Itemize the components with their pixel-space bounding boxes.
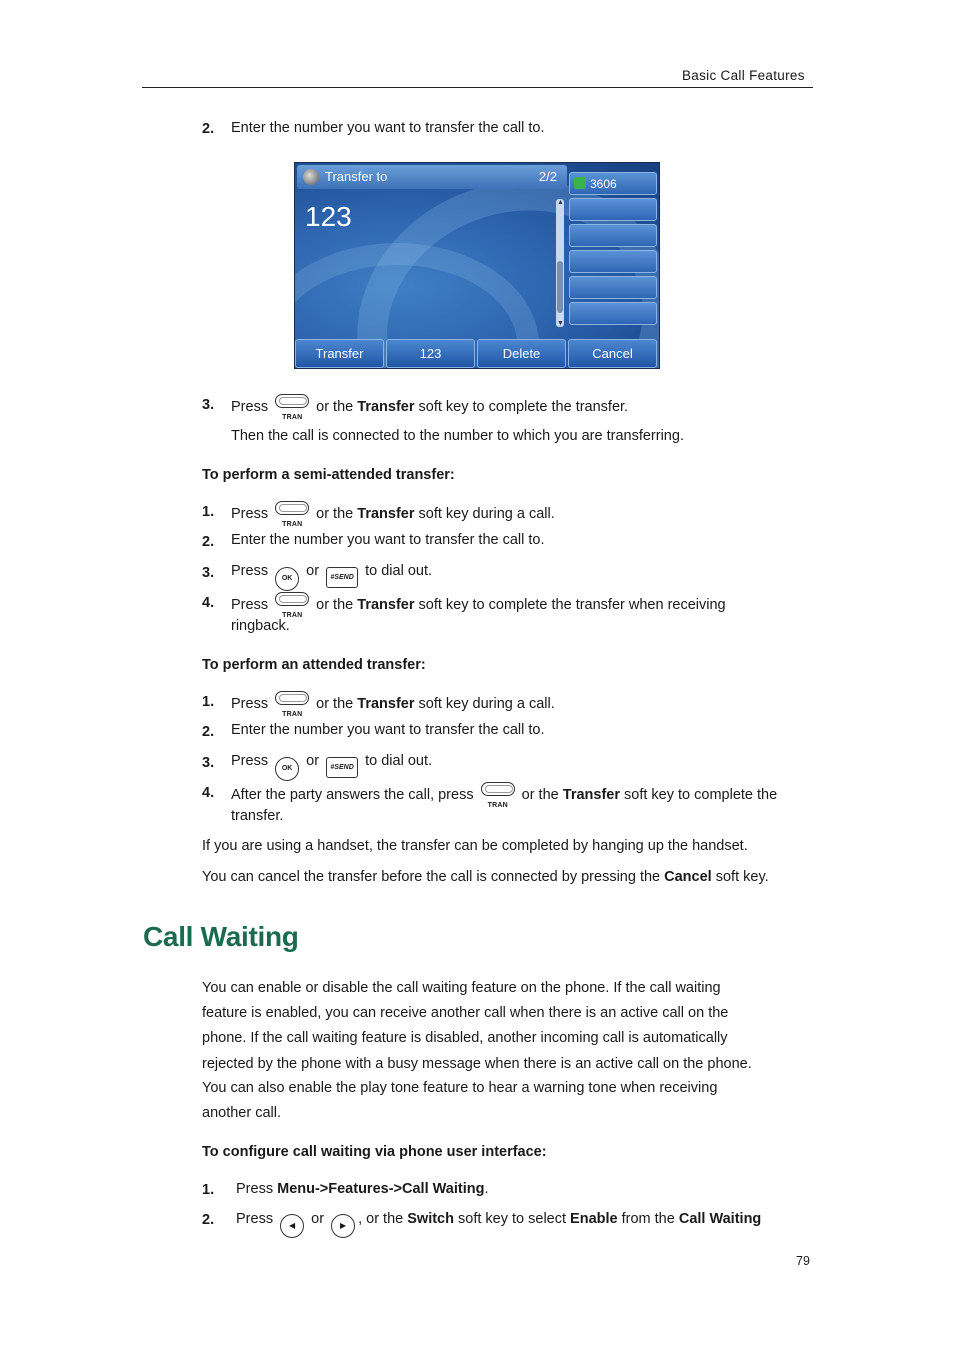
step-text: Press ◀ or ▶ , or the Switch soft key to select Enable from the Call Waiting bbox=[236, 1210, 761, 1238]
step-text: Enter the number you want to transfer the call to. bbox=[231, 120, 545, 136]
line-key-1 bbox=[569, 172, 657, 195]
tran-key-icon: TRAN bbox=[480, 782, 516, 808]
step-text: Then the call is connected to the number to which you are transferring. bbox=[231, 428, 684, 444]
tran-key-icon: TRAN bbox=[274, 691, 310, 717]
line-key-4 bbox=[569, 250, 657, 273]
step-text: Press OK or #SEND to dial out. bbox=[231, 752, 432, 781]
send-key-icon: #SEND bbox=[326, 567, 358, 588]
line-key-3 bbox=[569, 224, 657, 247]
line-key-5 bbox=[569, 276, 657, 299]
line-key-2 bbox=[569, 198, 657, 221]
phone-icon bbox=[574, 177, 586, 189]
softkey-name: Transfer bbox=[357, 399, 415, 415]
step-text: Enter the number you want to transfer the call to. bbox=[231, 532, 545, 548]
step-text-cont: transfer. bbox=[231, 808, 284, 824]
line-key-ext: 3606 bbox=[590, 177, 617, 191]
step-number: 4. bbox=[202, 785, 215, 801]
softkey-delete: Delete bbox=[477, 339, 566, 368]
tran-key-icon: TRAN bbox=[274, 501, 310, 527]
paragraph-line: rejected by the phone with a busy message when there is an active call on the phone. bbox=[202, 1056, 752, 1072]
softkey-123: 123 bbox=[386, 339, 475, 368]
left-arrow-key-icon: ◀ bbox=[280, 1214, 304, 1238]
softkey-bar bbox=[295, 339, 659, 369]
paragraph-line: phone. If the call waiting feature is disabled, another incoming call is automatically bbox=[202, 1030, 728, 1046]
section-title: Call Waiting bbox=[143, 921, 299, 952]
running-header: Basic Call Features bbox=[682, 68, 805, 83]
step-number: 2. bbox=[202, 724, 215, 740]
step-number: 2. bbox=[202, 534, 215, 550]
step-number: 3. bbox=[202, 755, 215, 771]
procedure-heading: To perform an attended transfer: bbox=[202, 657, 426, 673]
step-number: 3. bbox=[202, 397, 215, 413]
paragraph: If you are using a handset, the transfer can be completed by hanging up the handset. bbox=[202, 838, 748, 854]
step-text: Press Menu->Features->Call Waiting. bbox=[236, 1181, 489, 1197]
step-number: 1. bbox=[202, 1182, 215, 1198]
step-number: 1. bbox=[202, 694, 215, 710]
paragraph-line: You can enable or disable the call waiting feature on the phone. If the call waiting bbox=[202, 980, 721, 996]
phone-screen-figure bbox=[294, 162, 660, 369]
phone-title: Transfer to bbox=[325, 169, 388, 184]
dialed-number: 123 bbox=[305, 201, 352, 232]
phone-title-bar bbox=[297, 165, 567, 189]
procedure-heading: To perform a semi-attended transfer: bbox=[202, 467, 455, 483]
step-text: Press TRAN or the Transfer soft key during a call. bbox=[231, 501, 555, 527]
ok-key-icon: OK bbox=[275, 757, 299, 781]
step-number: 2. bbox=[202, 121, 215, 137]
step-text-cont: ringback. bbox=[231, 618, 290, 634]
step-text: Press OK or #SEND to dial out. bbox=[231, 562, 432, 591]
page-number: 79 bbox=[796, 1254, 810, 1268]
phone-counter: 2/2 bbox=[538, 169, 557, 184]
step-text: Enter the number you want to transfer the call to. bbox=[231, 722, 545, 738]
phone-scrollbar: ▲ ▼ bbox=[557, 199, 564, 327]
send-key-icon: #SEND bbox=[326, 757, 358, 778]
procedure-heading: To configure call waiting via phone user interface: bbox=[202, 1144, 547, 1160]
softkey-cancel: Cancel bbox=[568, 339, 657, 368]
paragraph-line: feature is enabled, you can receive another call when there is an active call on the bbox=[202, 1005, 729, 1021]
header-rule bbox=[142, 87, 813, 88]
transfer-icon bbox=[303, 169, 319, 185]
step-text: Press TRAN or the Transfer soft key to complete the transfer when receiving bbox=[231, 592, 726, 618]
paragraph: You can cancel the transfer before the call is connected by pressing the Cancel soft key. bbox=[202, 869, 769, 885]
paragraph-line: You can also enable the play tone feature to hear a warning tone when receiving bbox=[202, 1080, 718, 1096]
tran-key-icon: TRAN bbox=[274, 592, 310, 618]
ok-key-icon: OK bbox=[275, 567, 299, 591]
step-number: 1. bbox=[202, 504, 215, 520]
right-arrow-key-icon: ▶ bbox=[331, 1214, 355, 1238]
line-key-6 bbox=[569, 302, 657, 325]
step-text: Press TRAN or the Transfer soft key to complete the transfer. bbox=[231, 394, 628, 420]
step-number: 2. bbox=[202, 1212, 215, 1228]
step-number: 4. bbox=[202, 595, 215, 611]
step-number: 3. bbox=[202, 565, 215, 581]
paragraph-line: another call. bbox=[202, 1105, 281, 1121]
step-text: After the party answers the call, press TRAN or the Transfer soft key to complete the bbox=[231, 782, 777, 808]
softkey-transfer: Transfer bbox=[295, 339, 384, 368]
step-text: Press TRAN or the Transfer soft key during a call. bbox=[231, 691, 555, 717]
tran-key-icon: TRAN bbox=[274, 394, 310, 420]
